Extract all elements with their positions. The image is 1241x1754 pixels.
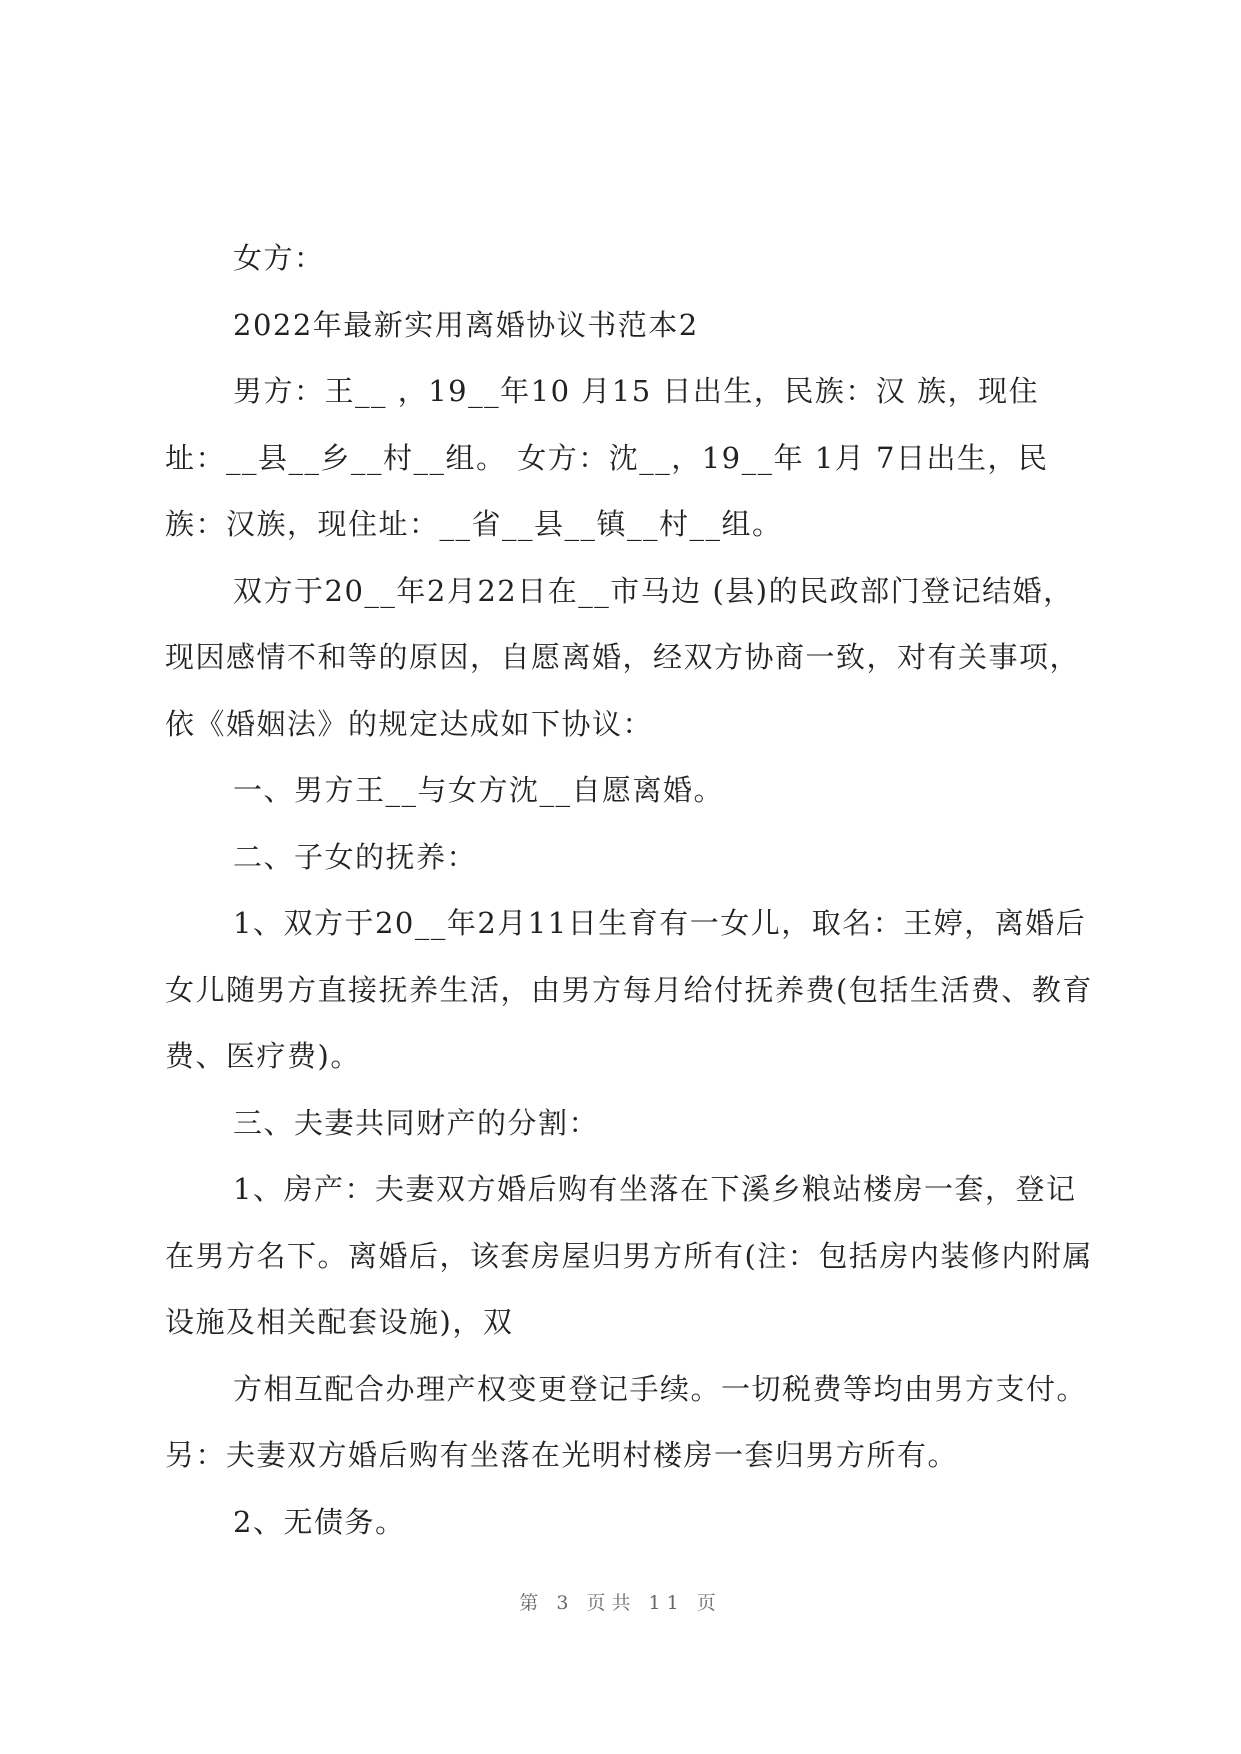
paragraph-child-custody: 1、双方于20__年2月11日生育有一女儿，取名：王婷，离婚后女儿随男方直接抚养生活，由男方每月给付抚养费(包括生活费、教育费、医疗费)。	[165, 906, 1093, 1073]
paragraph-clause-2-heading: 二、子女的抚养：	[233, 839, 478, 874]
paragraph-template-title: 2022年最新实用离婚协议书范本2	[233, 307, 699, 342]
page-number-footer: 第 3 页共 11 页	[519, 1592, 722, 1614]
paragraph-clause-1: 一、男方王__与女方沈__自愿离婚。	[233, 773, 725, 807]
paragraph-property-transfer: 方相互配合办理产权变更登记手续。一切税费等均由男方支付。另：夫妻双方婚后购有坐落在光明村楼房一套归男方所有。	[165, 1371, 1088, 1472]
paragraph-clause-3-heading: 三、夫妻共同财产的分割：	[233, 1105, 600, 1140]
paragraph-property: 1、房产：夫妻双方婚后购有坐落在下溪乡粮站楼房一套，登记在男方名下。离婚后，该套房屋归男方所有(注：包括房内装修内附属设施及相关配套设施)，双	[165, 1172, 1093, 1339]
paragraph-female-party: 女方：	[233, 241, 325, 275]
paragraph-marriage-registration: 双方于20__年2月22日在__市马边 (县)的民政部门登记结婚，现因感情不和等的原因，自愿离婚，经双方协商一致，对有关事项，依《婚姻法》的规定达成如下协议：	[165, 573, 1081, 741]
paragraph-no-debt: 2、无债务。	[233, 1504, 406, 1539]
document-body	[165, 225, 1095, 1555]
paragraph-parties-info: 男方：王__ ，19__年10 月15 日出生，民族：汉 族，现住址：__县__乡__村__组。 女方：沈__，19__年 1月 7日出生，民族：汉族，现住址：__省__县__镇__村__组。	[165, 374, 1049, 541]
